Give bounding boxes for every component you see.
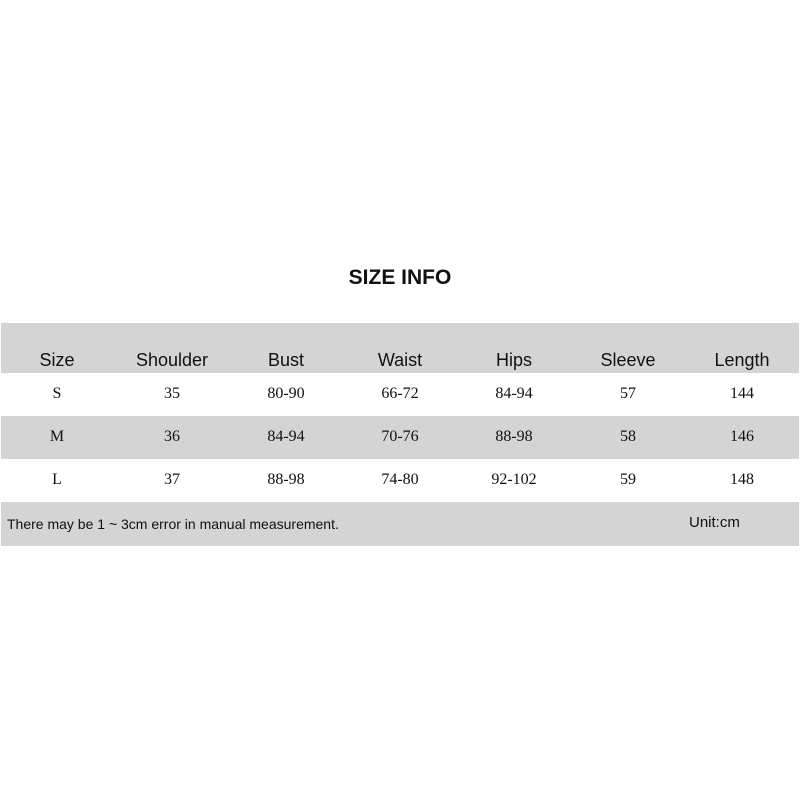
- unit-label: Unit:cm: [689, 514, 740, 531]
- header-sleeve: Sleeve: [600, 350, 656, 370]
- table-cell: L: [52, 471, 62, 488]
- table-note-row: [1, 502, 799, 546]
- table-cell: 58: [620, 428, 636, 445]
- table-row-l: [1, 459, 799, 502]
- table-cell: 35: [164, 385, 180, 402]
- table-cell: 148: [730, 471, 754, 488]
- header-shoulder: Shoulder: [135, 350, 209, 370]
- table-cell: 146: [730, 428, 754, 445]
- table-cell: 88-98: [495, 428, 533, 445]
- header-bust: Bust: [267, 350, 305, 370]
- table-cell: 36: [164, 428, 180, 445]
- table-cell: 80-90: [267, 385, 305, 402]
- table-cell: 92-102: [491, 471, 537, 488]
- table-cell: 70-76: [381, 428, 419, 445]
- table-row-s: [1, 373, 799, 416]
- table-header-row: [1, 323, 799, 373]
- table-row-m: [1, 416, 799, 459]
- table-cell: 37: [164, 471, 180, 488]
- table-cell: S: [52, 385, 62, 402]
- header-hips: Hips: [495, 350, 532, 370]
- table-cell: 88-98: [267, 471, 305, 488]
- table-cell: 74-80: [381, 471, 419, 488]
- table-cell: 57: [620, 385, 636, 402]
- table-cell: 144: [730, 385, 754, 402]
- table-cell: 59: [620, 471, 636, 488]
- page-title: SIZE INFO: [348, 266, 452, 289]
- header-size: Size: [39, 350, 75, 370]
- size-table: [1, 323, 799, 546]
- table-cell: 84-94: [495, 385, 533, 402]
- header-waist: Waist: [377, 350, 423, 370]
- measurement-note: There may be 1 ~ 3cm error in manual measurement.: [7, 516, 339, 532]
- table-cell: 66-72: [381, 385, 419, 402]
- table-cell: 84-94: [267, 428, 305, 445]
- table-cell: M: [49, 428, 65, 445]
- header-length: Length: [714, 350, 770, 370]
